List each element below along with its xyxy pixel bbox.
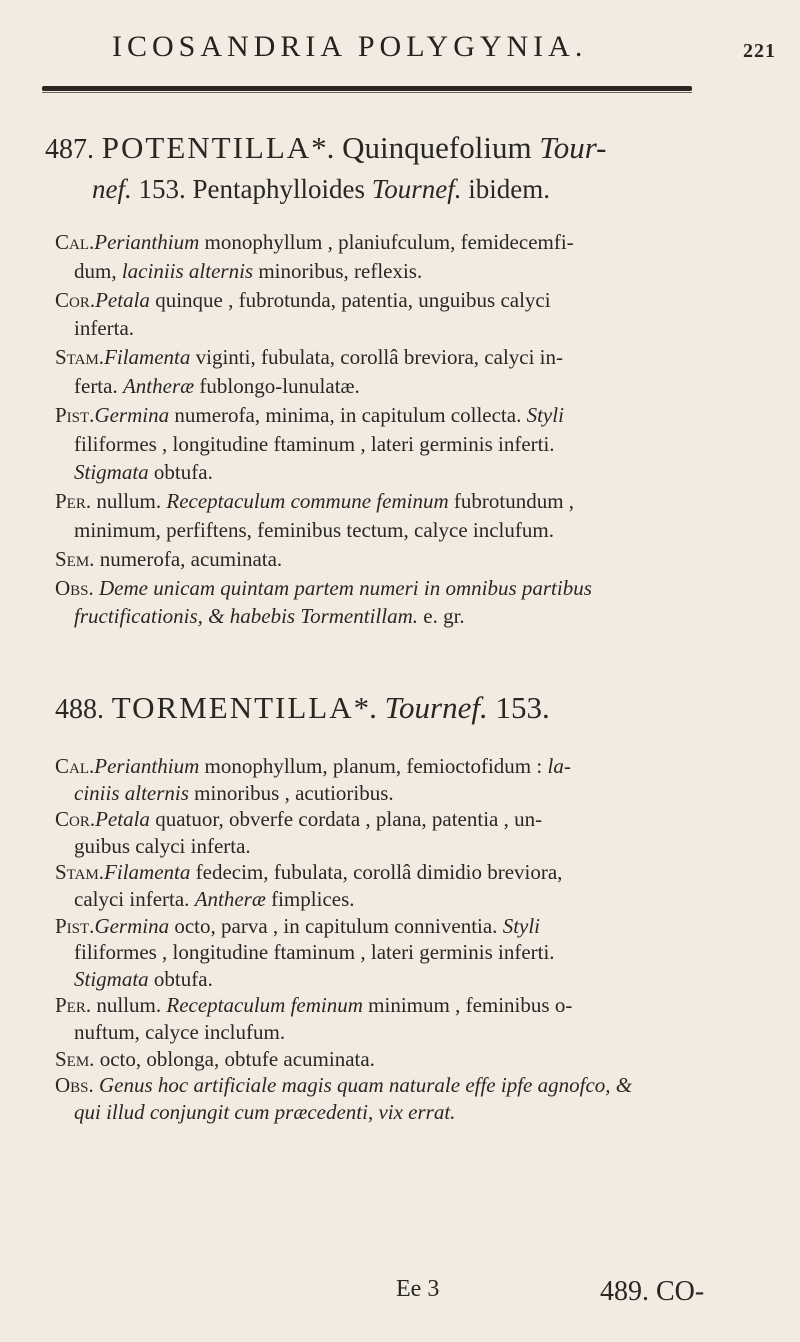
italic-term: Styli (526, 402, 564, 427)
description-line (55, 807, 542, 831)
description-line (55, 547, 282, 571)
description-text: octo, parva , in capitulum conniventia. (169, 913, 503, 938)
description-line (55, 288, 551, 312)
organ-label: Per. (55, 489, 92, 514)
description-line (74, 259, 422, 283)
italic-term: Genus hoc artificiale magis quam naturale effe ipfe agnofco, & (93, 1073, 633, 1098)
italic-term: Germina (94, 402, 170, 427)
description-line (55, 1047, 375, 1071)
description-line (74, 1020, 285, 1044)
catchword: 489. CO- (600, 1276, 705, 1307)
description-text: fubrotundum , (448, 489, 575, 514)
description-text: octo, oblonga, obtufe acuminata. (94, 1046, 375, 1071)
entry-487-heading-cont (92, 174, 550, 205)
description-text: nullum. (91, 993, 167, 1018)
description-line (55, 230, 574, 254)
description-line (55, 489, 574, 513)
organ-label: Cal. (55, 754, 95, 778)
description-line (55, 1073, 632, 1097)
page-number: 221 (743, 40, 776, 62)
italic-term: Filamenta (104, 345, 191, 370)
description-text: obtufa. (148, 460, 213, 485)
italic-term: Receptaculum feminum (166, 993, 363, 1018)
organ-label: Obs. (55, 575, 94, 600)
description-text: minimum , feminibus o- (362, 993, 573, 1018)
description-text: monophyllum , planiufculum, femidecemfi- (199, 230, 574, 254)
italic-term: qui illud conjungit cum præcedenti, vix errat. (74, 1099, 456, 1124)
italic-term: Receptaculum commune feminum (166, 489, 449, 514)
running-head (0, 28, 800, 68)
organ-label: Cor. (55, 807, 96, 832)
italic-term: la- (547, 754, 571, 778)
description-text: viginti, fubulata, corollâ breviora, calyci in- (190, 345, 564, 370)
description-text: numerofa, minima, in capitulum collecta. (169, 402, 527, 427)
description-line (74, 316, 134, 340)
italic-term: Germina (94, 913, 170, 938)
italic-term: laciniis alternis (121, 258, 254, 283)
italic-term: Perianthium (94, 754, 200, 778)
reference-number: 153. (138, 174, 186, 204)
header-rule-thin (42, 92, 692, 93)
organ-label: Stam. (55, 345, 105, 370)
description-line (74, 781, 394, 805)
description-text: minoribus, reflexis. (253, 258, 423, 283)
description-text: numerofa, acuminata. (94, 546, 283, 571)
description-text: minoribus , acutioribus. (188, 780, 394, 805)
organ-label: Sem. (55, 1046, 95, 1071)
italic-term: Petala (95, 287, 150, 312)
genus-name: TORMENTILLA (111, 690, 354, 725)
italic-term: Filamenta (104, 860, 191, 885)
entry-488-heading (55, 690, 550, 726)
italic-term: Perianthium (94, 230, 200, 254)
description-text: filiformes , longitudine ftaminum , lateri germinis inferti. (74, 940, 555, 965)
description-line (74, 374, 360, 398)
description-text: e. gr. (418, 604, 465, 629)
author: Tournef. (371, 174, 462, 204)
description-line (55, 914, 540, 938)
description-text: quatuor, obverfe cordata , plana, patentia , un- (149, 807, 543, 832)
italic-term: Deme unicam quintam partem numeri in omnibus partibus (93, 575, 592, 600)
entry-number: 488. (55, 694, 104, 725)
organ-label: Sem. (55, 546, 95, 571)
italic-term: Petala (95, 807, 150, 832)
italic-term: Stigmata (74, 966, 149, 991)
description-text: guibus calyci inferta. (74, 833, 251, 858)
italic-term: Antheræ (122, 374, 195, 398)
description-text: calyci inferta. (74, 887, 195, 911)
description-text: minimum, perfiftens, feminibus tectum, calyce inclufum. (74, 518, 554, 542)
description-text: inferta. (74, 316, 135, 341)
description-line (74, 604, 465, 628)
author-cont: nef. (92, 174, 132, 204)
organ-label: Per. (55, 993, 92, 1018)
description-line (55, 754, 571, 778)
description-line (55, 576, 592, 600)
description-text: dum, (74, 258, 122, 283)
author: Tournef. (384, 690, 488, 725)
description-line (74, 967, 213, 991)
description-text: filiformes , longitudine ftaminum , lateri germinis inferti. (74, 431, 555, 456)
description-line (74, 940, 555, 964)
ibidem: ibidem. (468, 174, 551, 204)
description-text: fedecim, fubulata, corollâ dimidio breviora, (190, 860, 563, 885)
star-mark: *. (311, 130, 335, 165)
description-line (55, 403, 564, 427)
organ-label: Cor. (55, 287, 96, 312)
star-mark: *. (353, 690, 377, 725)
description-line (55, 993, 572, 1017)
signature-mark: Ee 3 (396, 1276, 440, 1302)
reference-number: 153. (495, 690, 550, 725)
italic-term: fructificationis, & habebis Tormentillam. (74, 604, 418, 629)
description-line (74, 834, 251, 858)
description-line (74, 1100, 455, 1124)
description-text: fimplices. (265, 887, 355, 911)
synonym: Quinquefolium (342, 130, 532, 165)
description-line (74, 460, 213, 484)
italic-term: Antheræ (194, 887, 266, 911)
italic-term: ciniis alternis (74, 780, 189, 805)
description-text: fublongo-lunulatæ. (194, 374, 360, 398)
entry-number: 487. (45, 134, 94, 165)
description-text: obtufa. (148, 966, 213, 991)
description-text: quinque , fubrotunda, patentia, unguibus calyci (149, 287, 551, 312)
description-line (74, 432, 555, 456)
running-head-title: ICOSANDRIA POLYGYNIA. (112, 30, 588, 63)
synonym: Pentaphylloides (192, 174, 365, 204)
description-text: nullum. (91, 489, 167, 514)
description-line (55, 860, 562, 884)
organ-label: Cal. (55, 230, 95, 254)
genus-name: POTENTILLA (101, 130, 312, 165)
organ-label: Pist. (55, 913, 95, 938)
italic-term: Styli (502, 913, 541, 938)
header-rule (42, 86, 692, 91)
description-text: nuftum, calyce inclufum. (74, 1020, 286, 1044)
entry-487-heading (45, 130, 607, 166)
organ-label: Pist. (55, 402, 95, 427)
author: Tour- (539, 130, 607, 165)
description-line (74, 518, 554, 542)
organ-label: Stam. (55, 860, 105, 885)
description-text: monophyllum, planum, femioctofidum : (199, 754, 548, 778)
italic-term: Stigmata (74, 460, 149, 485)
organ-label: Obs. (55, 1073, 94, 1098)
description-line (55, 345, 563, 369)
description-text: ferta. (74, 374, 123, 398)
page-footer (0, 1276, 800, 1326)
description-line (74, 887, 355, 911)
